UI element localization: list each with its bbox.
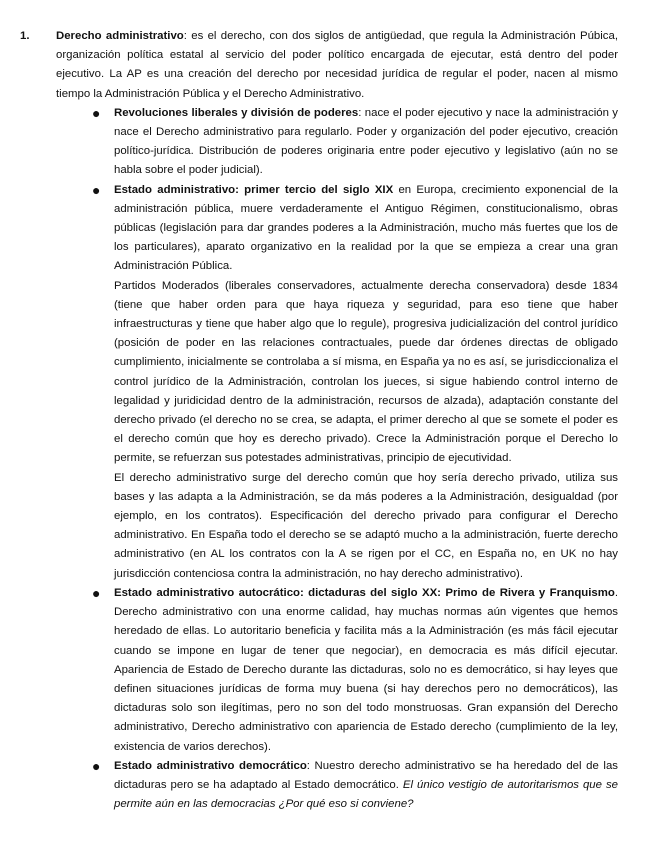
item-paragraph — [56, 27, 618, 104]
bullet-paragraph — [114, 104, 618, 181]
bullet-icon: ● — [92, 584, 101, 601]
bullet-text: : nace el poder ejecutivo y nace la administración y nace el Derecho administrativo para regularlo. Poder y organización del poder ejecutivo, creación político-jurídica. Distribución de poderes originaria entre poder ejecutivo y legislativo (aún no se habla sobre el poder judicial). — [114, 106, 618, 177]
bullet-paragraph: Partidos Moderados (liberales conservadores, actualmente derecha conservadora) desde 1834 (tiene que haber orden para que haya riqueza y seguridad, para eso tiene que haber infraestructuras y tiene que haber algo que lo regule), progresiva judicialización del control jurídico (posición de poder en las relaciones contractuales, puede dar órdenes directas de obligado cumplimiento, inicialmente se controlaba a sí misma, en España ya no es así, se jurisdiccionaliza el control jurídico de la Administración, controlan los jueces, si sigue habiendo control interno de legalidad y juridicidad dentro de la administración, recursos de alzada), adaptación constante del derecho privado (el derecho no se crea, se adapta, el primer derecho al que se somete el poder es el derecho común que hoy es derecho privado). Crece la Administración porque el Derecho lo permite, se refuerzan sus potestades administrativas, principio de ejecutividad. — [114, 279, 618, 465]
bullet-title: Estado administrativo: primer tercio del siglo XIX — [114, 183, 394, 196]
bullet-item — [92, 584, 618, 757]
bullet-paragraph — [114, 757, 618, 815]
bullet-icon: ● — [92, 181, 101, 198]
bullet-text: : Nuestro derecho administrativo se ha heredado del de las dictaduras pero se ha adaptado al Estado democrático. — [114, 759, 618, 791]
item-number: 1. — [20, 30, 30, 42]
bullet-title: Estado administrativo autocrático: dictaduras del siglo XX: Primo de Rivera y Franquismo — [114, 586, 615, 599]
bullet-title: Estado administrativo democrático — [114, 759, 307, 772]
bullet-paragraph — [114, 181, 618, 277]
item-text: : es el derecho, con dos siglos de antigüedad, que regula la Administración Púbica, organización política estatal al servicio del poder político encargada de ejecutar, está dentro del poder ejecutivo. La AP es una creación del derecho por necesidad jurídica de regular el poder, nacen al mismo tiempo la Administración Pública y el Derecho Administrativo. — [56, 30, 618, 100]
bullet-text: . Derecho administrativo con una enorme calidad, hay muchas normas aún vigentes que hemos heredado de ellas. Lo autoritario beneficia y facilita más a la Administración (es más fácil ejecutar cuando se impone en lugar de tener que negociar), en democracia es más difícil ejecutar. Apariencia de Estado de Derecho durante las dictaduras, solo no es democrático, si hay leyes que definen situaciones jurídicas de forma muy buena (si hay derechos pero no democráticos), las dictaduras solo son ilegítimas, pero no son del todo monstruosas. Gran expansión del Derecho administrativo, Derecho administrativo con apariencia de Estado derecho (cumplimiento de la ley, existencia de varios derechos). — [114, 586, 618, 753]
bullet-paragraph: El derecho administrativo surge del derecho común que hoy sería derecho privado, utiliza sus bases y las adapta a la Administración, se da más poderes a la Administración, desigualdad (por ejemplo, en los contratos). Especificación del derecho privado para configurar el Derecho administrativo. En España todo el derecho se se adaptó mucho a la administración, fuerte derecho administrativo (en AL los contratos con la A se rigen por el CC, en España no, en UK no hay jurisdicción contenciosa contra la administración, no hay derecho administrativo). — [114, 471, 618, 580]
item-term: Derecho administrativo — [56, 30, 184, 42]
bullet-text: en Europa, crecimiento exponencial de la administración pública, muere verdaderamente el Antiguo Régimen, constitucionalismo, obras públicas (legislación para dar grandes poderes a la Administración, mucho más fuertes que los de los particulares), aparato organizativo en la realidad por la que se empieza a crear una gran Administración Pública. — [114, 183, 619, 273]
bullet-title: Revoluciones liberales y división de poderes — [114, 106, 359, 119]
bullet-item — [92, 181, 619, 584]
bullet-icon: ● — [92, 104, 101, 121]
bullet-italic-question: El único vestigio de autoritarismos que se permite aún en las democracias ¿Por qué eso si conviene? — [114, 778, 618, 811]
bullet-item — [92, 757, 618, 815]
bullet-item — [92, 104, 618, 181]
numbered-item — [20, 27, 619, 814]
bullet-paragraph — [114, 584, 618, 757]
bullet-icon: ● — [92, 757, 101, 774]
